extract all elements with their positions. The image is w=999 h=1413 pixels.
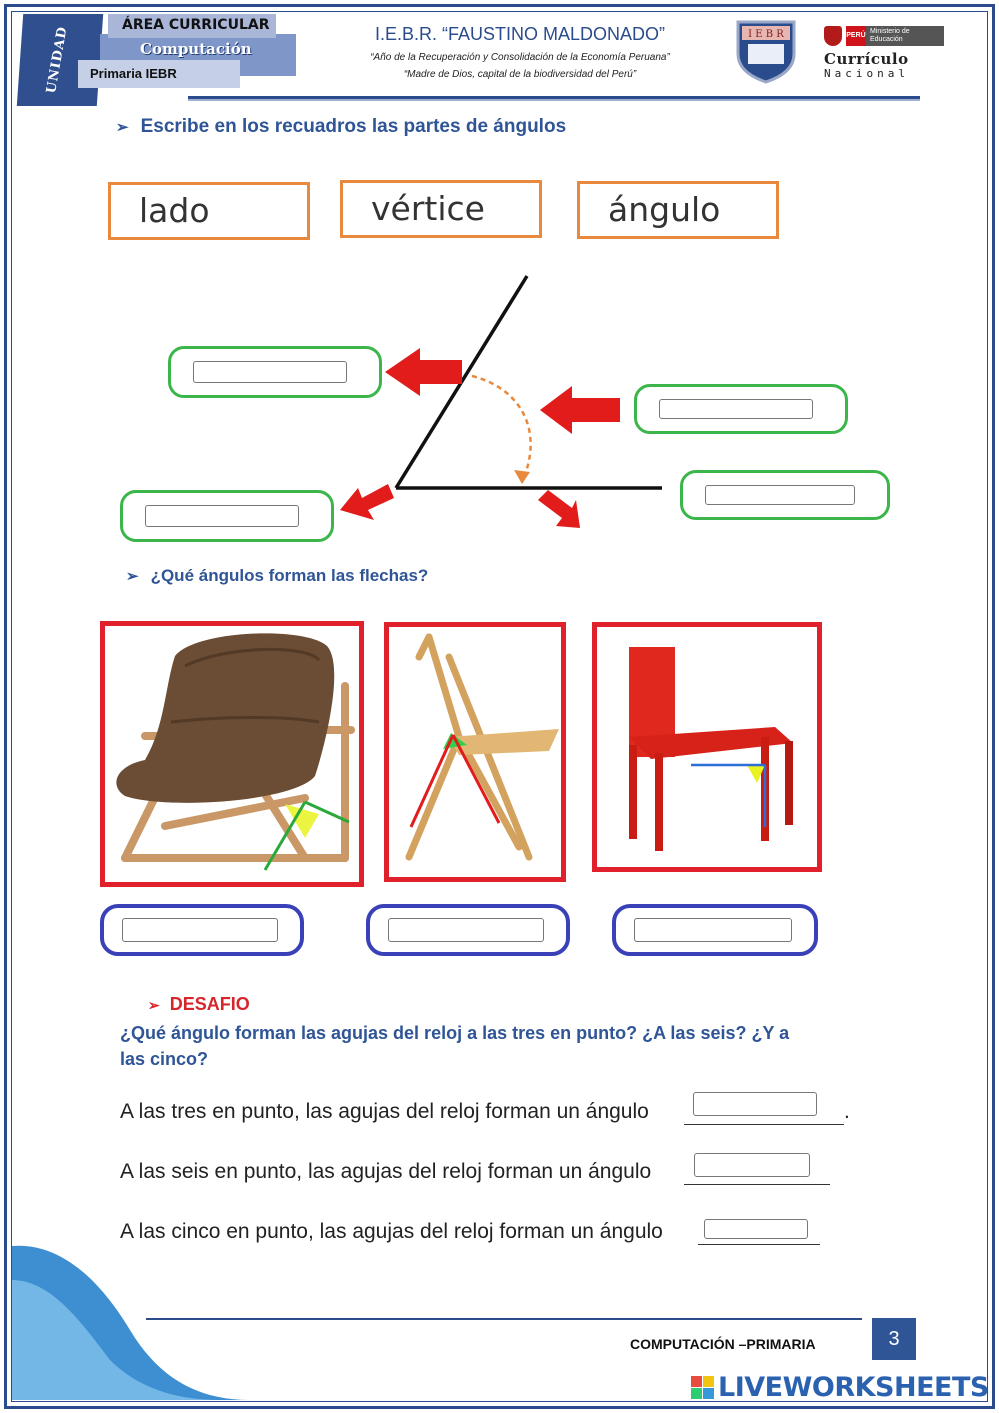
instruction-arrows-text: ¿Qué ángulos forman las flechas? [150,566,429,585]
answer-underline [698,1244,820,1245]
answer-oval-lounge-chair [100,904,304,956]
liveworksheets-logo [690,1372,989,1403]
crest-text: I E B R [748,29,784,40]
coat-of-arms-icon [824,26,842,46]
answer-box[interactable] [193,361,347,383]
answer-oval-red-chair [612,904,818,956]
word-bank-item: vértice [340,180,542,238]
word-bank-item: lado [108,182,310,240]
angle-arc [472,376,531,482]
instruction-parts [116,116,566,138]
footer-rule [146,1318,862,1320]
liveworksheets-icon [690,1376,714,1400]
picture-frame-folding-chair [384,622,566,882]
footer-label: COMPUTACIÓN –PRIMARIA [630,1336,816,1352]
header-rule [188,96,920,101]
arrow-bullet-icon: ➢ [116,119,129,136]
answer-box-six-oclock[interactable] [694,1153,810,1177]
sentence-period: . [844,1100,850,1123]
challenge-title [148,994,250,1015]
challenge-sentence: A las seis en punto, las agujas del reloj forman un ángulo [120,1160,652,1183]
challenge-title-text: DESAFIO [169,994,250,1014]
arrow-bullet-icon: ➢ [126,568,139,585]
picture-frame-red-chair [592,622,822,872]
answer-box[interactable] [122,918,278,942]
challenge-sentence: A las tres en punto, las agujas del reloj forman un ángulo [120,1100,649,1123]
answer-box[interactable] [388,918,544,942]
country-label: PERÚ [846,26,866,46]
page-number: 3 [872,1318,916,1360]
area-tab [108,14,276,38]
answer-box[interactable] [705,485,855,505]
word-bank-item: ángulo [577,181,779,239]
area-label: ÁREA CURRICULAR [122,17,270,33]
motto-year: “Año de la Recuperación y Consolidación de la Economía Peruana” [370,52,670,63]
answer-underline [684,1124,844,1125]
footer-wave-decoration [0,1240,260,1410]
answer-oval-angle [634,384,848,434]
course-label: Computación [140,40,252,58]
answer-box-three-oclock[interactable] [693,1092,817,1116]
level-tab [78,60,240,88]
answer-oval-side [168,346,382,398]
curriculum-word1: Currículo [824,50,909,68]
level-label: Primaria IEBR [90,66,177,81]
arrow-to-base-icon [538,490,580,528]
ministry-logo [822,24,946,80]
answer-box[interactable] [659,399,813,419]
school-crest-icon [734,18,798,84]
challenge-sentence: A las cinco en punto, las agujas del reloj forman un ángulo [120,1220,663,1243]
picture-frame-lounge-chair [100,621,364,887]
arrow-to-side-icon [385,348,462,396]
answer-box-five-oclock[interactable] [704,1219,808,1239]
answer-oval-vertex [120,490,334,542]
answer-oval-folding-chair [366,904,570,956]
arrow-bullet-icon: ➢ [148,997,160,1013]
red-chair-image [597,627,817,867]
lounge-chair-image [105,626,359,882]
challenge-question: ¿Qué ángulo forman las agujas del reloj a las tres en punto? ¿A las seis? ¿Y a las cinco? [120,1023,790,1069]
motto-region: “Madre de Dios, capital de la biodiversidad del Perú” [403,69,637,80]
instruction-arrows [126,566,428,586]
school-name: I.E.B.R. “FAUSTINO MALDONADO” [374,24,666,44]
answer-box[interactable] [145,505,299,527]
ministry-name: Ministerio de Educación [866,26,944,46]
curriculum-word2: Nacional [824,67,909,80]
liveworksheets-brand: LIVEWORKSHEETS [718,1372,989,1403]
unit-label: UNIDAD [44,25,71,95]
answer-oval-base [680,470,890,520]
folding-chair-image [389,627,561,877]
instruction-parts-text: Escribe en los recuadros las partes de ángulos [140,116,567,137]
arrow-to-angle-icon [540,386,620,434]
answer-underline [684,1184,830,1185]
answer-box[interactable] [634,918,792,942]
arrow-to-vertex-icon [340,484,394,520]
